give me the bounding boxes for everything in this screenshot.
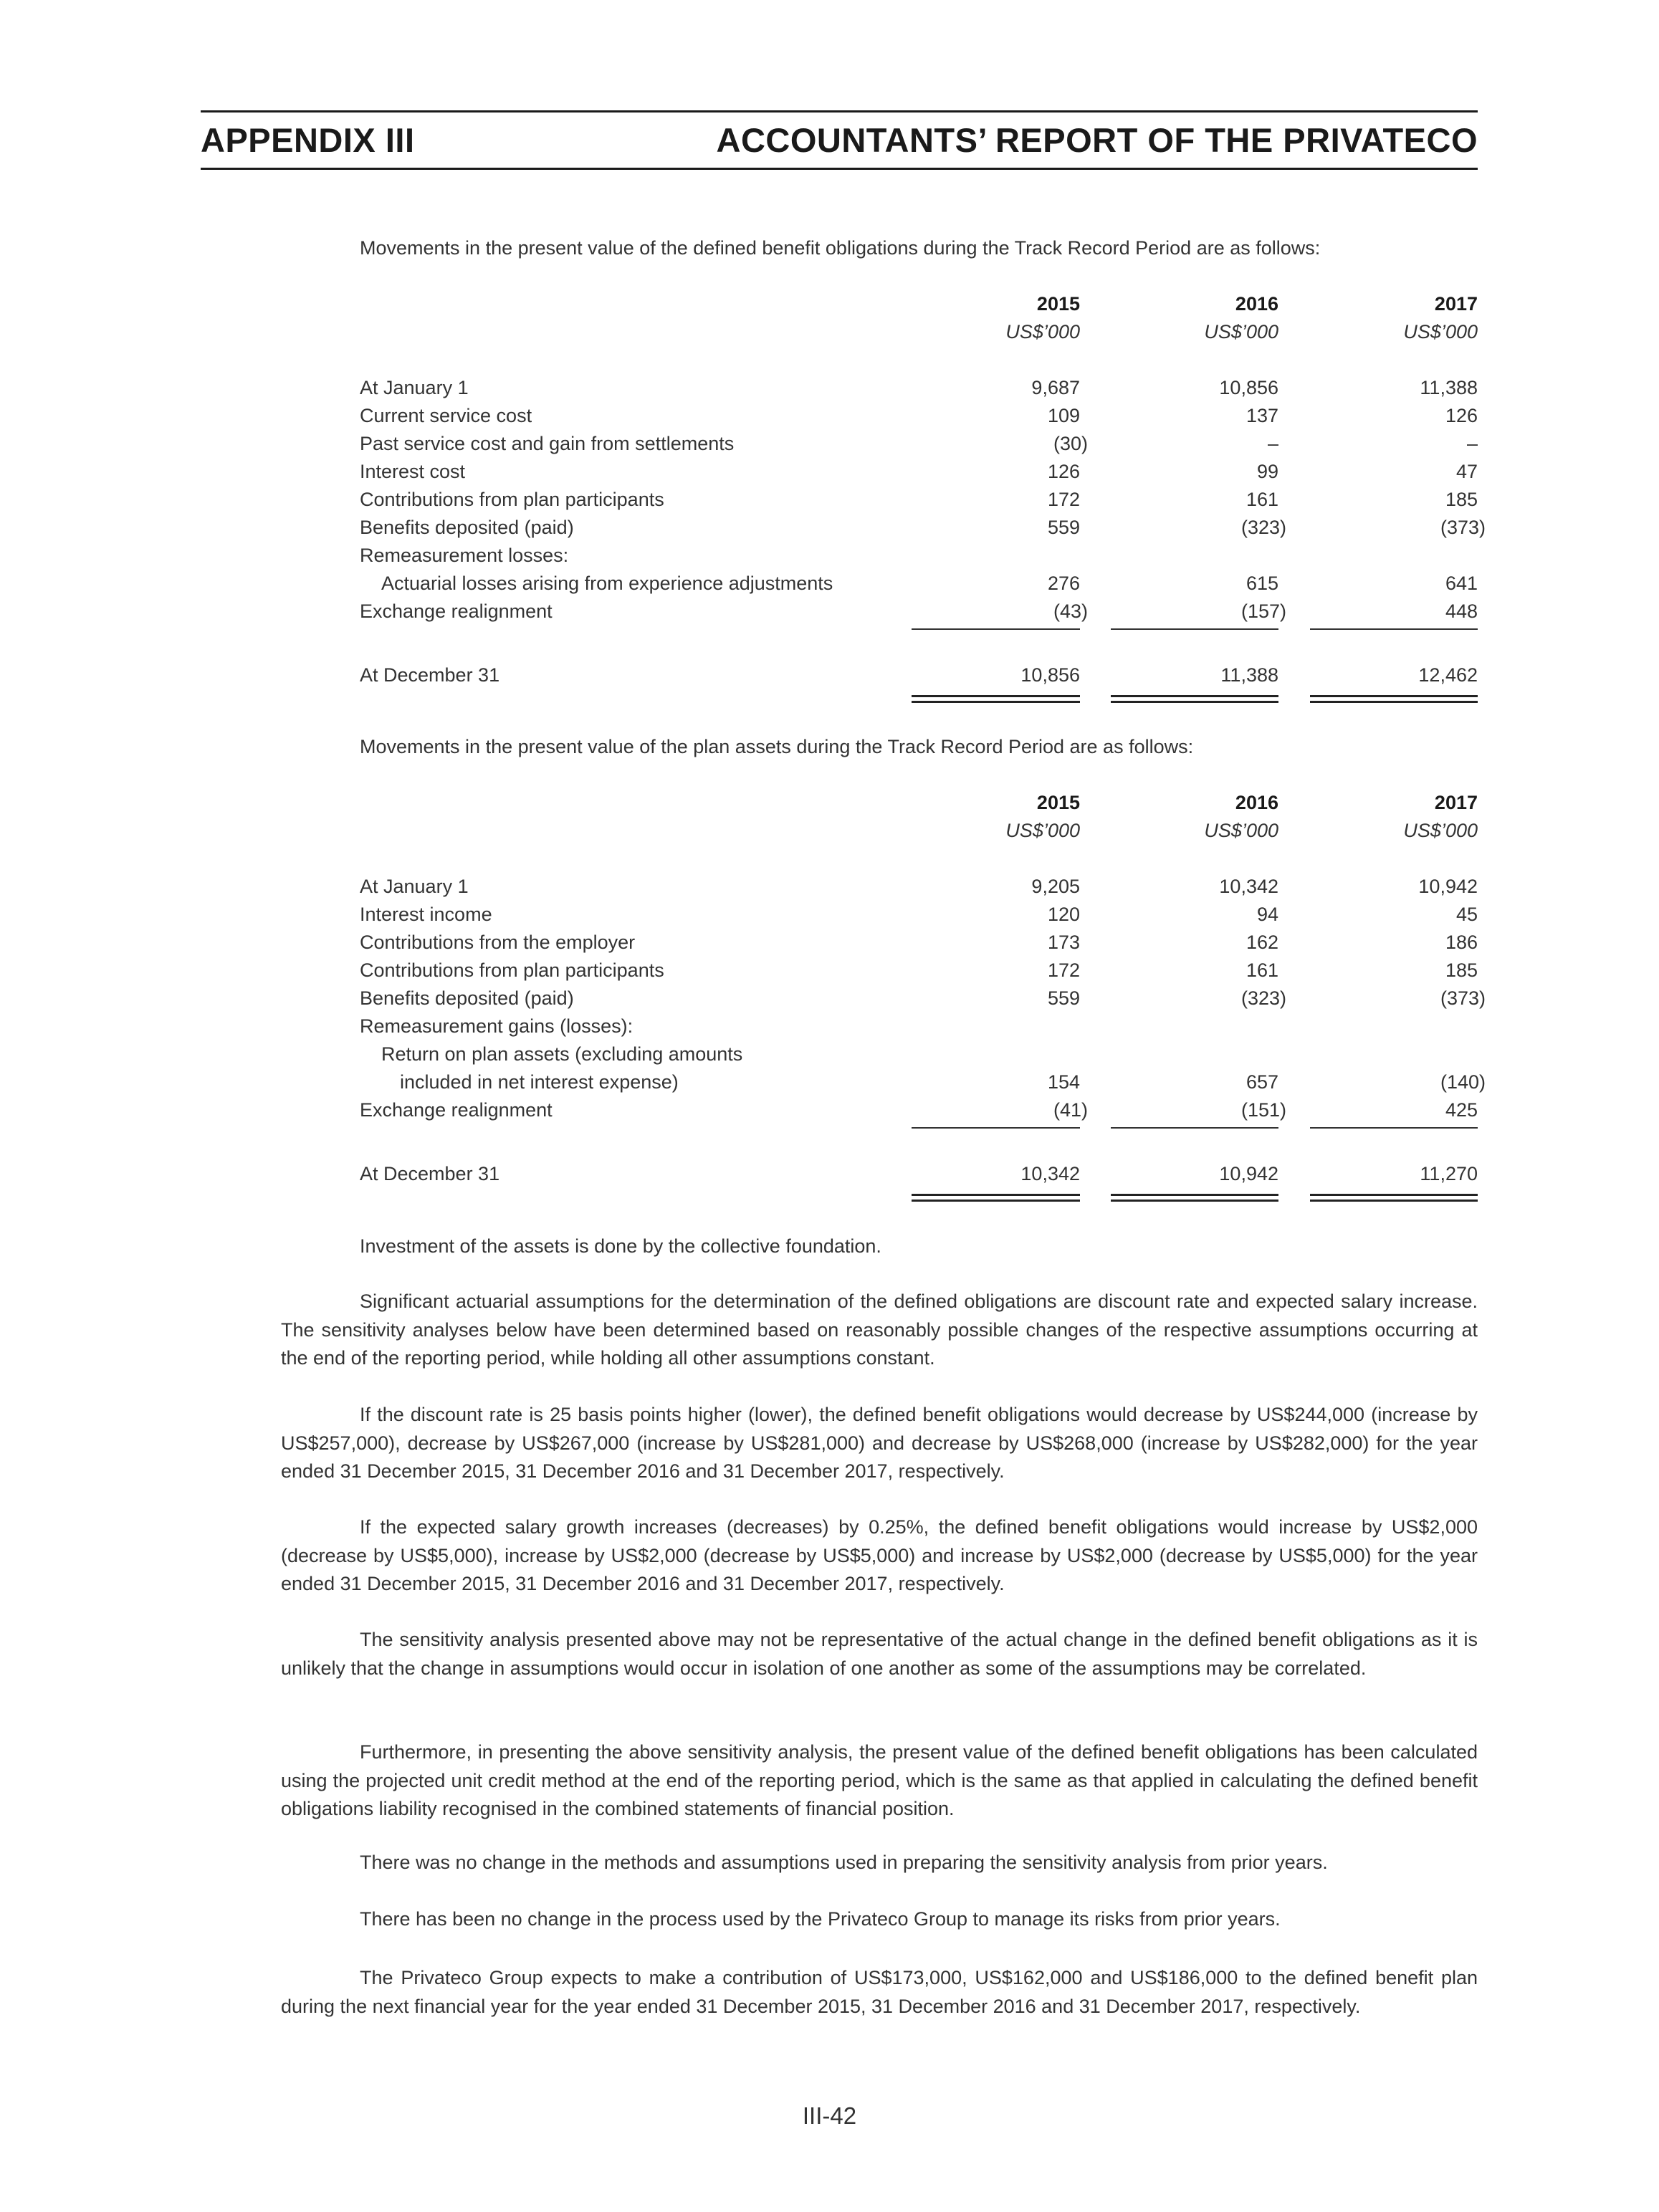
row-label: Interest cost xyxy=(360,461,466,482)
subtotal-rule xyxy=(912,1127,1080,1129)
value-2016: (323) xyxy=(1240,517,1286,538)
dbo-unit-2015: US$’000 xyxy=(1005,321,1080,343)
assumptions-paragraph: Significant actuarial assumptions for the determination of the defined obligations are discount rate and expected salary increase. The sensitivity analyses below have been determined based on reasonably possible changes of the respective assumptions occurring at the end of the reporting period, while holding all other assumptions constant. xyxy=(281,1291,1478,1369)
row-label: At December 31 xyxy=(360,664,500,686)
row-label: Exchange realignment xyxy=(360,600,553,622)
row-label: Benefits deposited (paid) xyxy=(360,517,574,538)
dbo-intro: Movements in the present value of the defined benefit obligations during the Track Record Period are as follows: xyxy=(360,237,1321,259)
dbo-year-2016: 2016 xyxy=(1235,293,1278,315)
value-2016: 10,342 xyxy=(1219,876,1278,897)
row-label: At January 1 xyxy=(360,876,469,897)
value-2015: 154 xyxy=(1047,1071,1080,1093)
value-2015: 9,687 xyxy=(1031,377,1080,398)
value-2015: 559 xyxy=(1047,517,1080,538)
table-row xyxy=(360,573,1478,601)
methodology-paragraph: Furthermore, in presenting the above sensitivity analysis, the present value of the defined benefit obligations has been calculated using the projected unit credit method at the end of the reporting period, which is the same as that applied in calculating the defined benefit obligations liability recognised in the combined statements of financial position. xyxy=(281,1741,1478,1819)
value-2017: 425 xyxy=(1445,1099,1478,1121)
table-row xyxy=(360,405,1478,434)
dbo-unit-2016: US$’000 xyxy=(1204,321,1278,343)
row-label: Exchange realignment xyxy=(360,1099,553,1121)
value-2015: 172 xyxy=(1047,959,1080,981)
subtotal-rule xyxy=(1310,628,1478,630)
value-2016: 10,856 xyxy=(1219,377,1278,398)
row-label: Past service cost and gain from settlements xyxy=(360,433,735,454)
salary-growth-paragraph: If the expected salary growth increases (decreases) by 0.25%, the defined benefit obligations would increase by US$2,000 (decrease by US$5,000), increase by US$2,000 (decrease by US$5,000) and increase by US$2,000 (decrease by US$5,000) for the year ended 31 December 2015, 31 December 2016 and 31 December 2017, respectively. xyxy=(281,1516,1478,1594)
assets-intro: Movements in the present value of the plan assets during the Track Record Period are as follows: xyxy=(360,736,1194,757)
value-2017: (140) xyxy=(1440,1071,1486,1093)
value-2016: 99 xyxy=(1256,461,1278,482)
row-label: Remeasurement gains (losses): xyxy=(360,1015,634,1037)
total-2017: 11,270 xyxy=(1420,1163,1478,1184)
value-2016: (151) xyxy=(1240,1099,1286,1121)
total-2016: 11,388 xyxy=(1220,664,1278,686)
table-row xyxy=(360,1043,1478,1072)
total-double-rule xyxy=(912,695,1080,703)
value-2016: (323) xyxy=(1240,987,1286,1009)
dbo-unit-row xyxy=(360,321,1478,350)
value-2015: (30) xyxy=(1053,433,1088,454)
appendix-label: APPENDIX III xyxy=(201,121,415,159)
total-2015: 10,342 xyxy=(1020,1163,1080,1184)
row-label: Contributions from plan participants xyxy=(360,489,664,510)
total-double-rule xyxy=(912,1194,1080,1202)
page-number: III-42 xyxy=(802,2102,857,2129)
value-2016: 615 xyxy=(1246,573,1278,594)
dbo-year-row xyxy=(360,293,1478,322)
assets-year-2015: 2015 xyxy=(1036,792,1080,813)
value-2015: 173 xyxy=(1047,932,1080,953)
representativeness-paragraph: The sensitivity analysis presented above may not be representative of the actual change in the defined benefit obligations as it is unlikely that the change in assumptions would occur in isolation of one another as some of the assumptions may be correlated. xyxy=(281,1629,1478,1679)
table-row xyxy=(360,600,1478,629)
dbo-year-2015: 2015 xyxy=(1036,293,1080,315)
assets-unit-2016: US$’000 xyxy=(1204,820,1278,841)
contribution-paragraph: The Privateco Group expects to make a contribution of US$173,000, US$162,000 and US$186,000 to the defined benefit plan during the next financial year for the year ended 31 December 2015, 31 December 2016 and 31 December 2017, respectively. xyxy=(281,1967,1478,2017)
table-row xyxy=(360,461,1478,489)
value-2015: (43) xyxy=(1053,600,1088,622)
value-2017: 641 xyxy=(1445,573,1478,594)
value-2016: 137 xyxy=(1246,405,1278,426)
assets-year-2017: 2017 xyxy=(1434,792,1478,813)
subtotal-rule xyxy=(912,628,1080,630)
value-2015: 172 xyxy=(1047,489,1080,510)
table-row xyxy=(360,517,1486,545)
total-double-rule xyxy=(1111,1194,1278,1202)
value-2017: 11,388 xyxy=(1420,377,1478,398)
total-double-rule xyxy=(1310,695,1478,703)
total-double-rule xyxy=(1111,695,1278,703)
investment-paragraph: Investment of the assets is done by the collective foundation. xyxy=(360,1235,881,1257)
total-2016: 10,942 xyxy=(1219,1163,1278,1184)
table-row xyxy=(360,1099,1478,1128)
subtotal-rule xyxy=(1111,628,1278,630)
row-label: included in net interest expense) xyxy=(400,1071,679,1093)
value-2016: 94 xyxy=(1256,904,1278,925)
dbo-unit-2017: US$’000 xyxy=(1403,321,1478,343)
subtotal-rule xyxy=(1111,1127,1278,1129)
row-label: At December 31 xyxy=(360,1163,500,1184)
value-2016: (157) xyxy=(1240,600,1286,622)
total-2015: 10,856 xyxy=(1020,664,1080,686)
value-2015: 559 xyxy=(1047,987,1080,1009)
table-row xyxy=(360,1071,1486,1100)
assets-unit-row xyxy=(360,820,1478,848)
table-row xyxy=(360,433,1478,461)
table-row xyxy=(360,904,1478,932)
value-2017: 10,942 xyxy=(1418,876,1478,897)
table-row xyxy=(360,1015,1478,1044)
table-row xyxy=(360,932,1478,960)
total-double-rule xyxy=(1310,1194,1478,1202)
value-2015: 276 xyxy=(1047,573,1080,594)
table-row xyxy=(360,489,1478,517)
value-2017: (373) xyxy=(1440,987,1486,1009)
assets-year-row xyxy=(360,792,1478,820)
no-change-process-paragraph: There has been no change in the process used by the Privateco Group to manage its risks from prior years. xyxy=(360,1908,1281,1930)
value-2016: 161 xyxy=(1246,489,1278,510)
row-label: Benefits deposited (paid) xyxy=(360,987,574,1009)
no-change-methods-paragraph: There was no change in the methods and assumptions used in preparing the sensitivity analysis from prior years. xyxy=(360,1852,1328,1873)
report-title: ACCOUNTANTS’ REPORT OF THE PRIVATECO xyxy=(716,121,1478,159)
assets-year-2016: 2016 xyxy=(1235,792,1278,813)
value-2017: 185 xyxy=(1445,959,1478,981)
discount-rate-paragraph: If the discount rate is 25 basis points higher (lower), the defined benefit obligations would decrease by US$244,000 (increase by US$257,000), decrease by US$267,000 (increase by US$281,000) and decrease by US$268,000 (increase by US$282,000) for the year ended 31 December 2015, 31 December 2016 and 31 December 2017, respectively. xyxy=(281,1404,1478,1482)
value-2017: 186 xyxy=(1445,932,1478,953)
value-2015: 126 xyxy=(1047,461,1080,482)
value-2017: 126 xyxy=(1445,405,1478,426)
value-2016: 657 xyxy=(1246,1071,1278,1093)
total-row xyxy=(360,664,1478,693)
row-label: Remeasurement losses: xyxy=(360,545,569,566)
value-2016: 161 xyxy=(1246,959,1278,981)
table-row xyxy=(360,377,1478,406)
total-row xyxy=(360,1163,1478,1192)
assets-unit-2017: US$’000 xyxy=(1403,820,1478,841)
value-2016: 162 xyxy=(1246,932,1278,953)
row-label: Contributions from plan participants xyxy=(360,959,664,981)
table-row xyxy=(360,545,1478,573)
value-2015: (41) xyxy=(1053,1099,1088,1121)
table-row xyxy=(360,876,1478,904)
table-row xyxy=(360,959,1478,988)
value-2016: – xyxy=(1267,433,1278,454)
row-label: Actuarial losses arising from experience adjustments xyxy=(381,573,833,594)
row-label: Contributions from the employer xyxy=(360,932,636,953)
value-2015: 9,205 xyxy=(1031,876,1080,897)
dbo-year-2017: 2017 xyxy=(1434,293,1478,315)
row-label: Interest income xyxy=(360,904,492,925)
header-top-rule xyxy=(201,110,1478,112)
subtotal-rule xyxy=(1310,1127,1478,1129)
header-bottom-rule xyxy=(201,168,1478,170)
value-2017: (373) xyxy=(1440,517,1486,538)
row-label: At January 1 xyxy=(360,377,469,398)
table-row xyxy=(360,987,1486,1016)
row-label: Current service cost xyxy=(360,405,532,426)
row-label: Return on plan assets (excluding amounts xyxy=(381,1043,743,1065)
value-2017: 185 xyxy=(1445,489,1478,510)
value-2017: 45 xyxy=(1455,904,1478,925)
value-2017: – xyxy=(1466,433,1478,454)
value-2015: 109 xyxy=(1047,405,1080,426)
value-2017: 448 xyxy=(1445,600,1478,622)
value-2015: 120 xyxy=(1047,904,1080,925)
total-2017: 12,462 xyxy=(1418,664,1478,686)
value-2017: 47 xyxy=(1455,461,1478,482)
assets-unit-2015: US$’000 xyxy=(1005,820,1080,841)
